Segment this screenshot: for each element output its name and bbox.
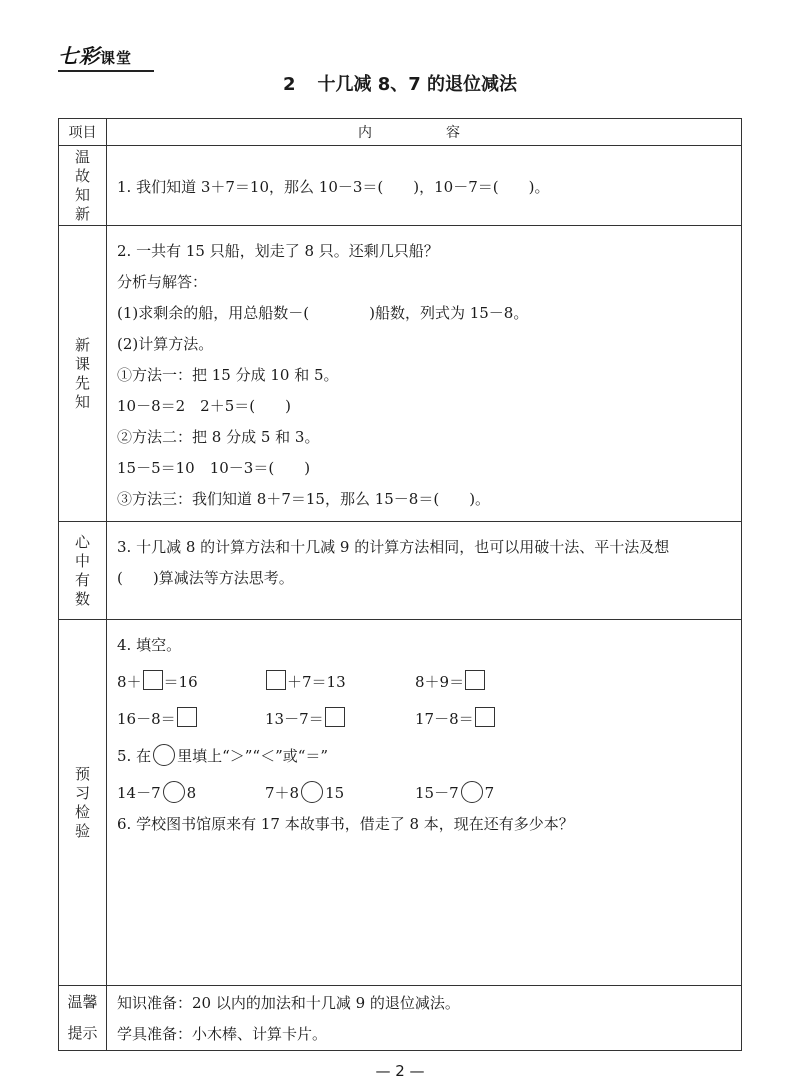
question-2: 2. 一共有 15 只船，划走了 8 只。还剩几只船？ [117,242,439,260]
fill-row-2 [117,704,731,735]
answer-box[interactable] [475,707,495,727]
header-content: 内 容 [107,119,742,146]
row-content-review [107,146,742,226]
label-char: 新 [74,204,90,223]
method-2-calc: 15－5＝10 10－3＝( ) [117,459,311,477]
circle-icon [153,744,175,766]
fill-row-1 [117,667,731,698]
fill-text: 8＋9＝ [415,673,465,691]
label-char: 验 [74,821,90,840]
fill-text: 13－7＝ [265,710,324,728]
row-content-preview [107,226,742,522]
question-5-title [117,741,731,772]
header-item: 项目 [59,119,107,146]
method-1-calc: 10－8＝2 2＋5＝( ) [117,397,291,415]
lesson-title: 十几减 8、7 的退位减法 [317,74,518,95]
label-char: 新 [74,335,90,354]
row-content-tips [107,986,742,1051]
answer-box[interactable] [325,707,345,727]
compare-item [117,778,265,809]
compare-item [415,778,563,809]
brand-logo [58,40,154,69]
fill-text: ＝16 [163,673,198,691]
compare-left: 15－7 [415,784,459,802]
question-6: 6. 学校图书馆原来有 17 本故事书，借走了 8 本，现在还有多少本？ [117,815,574,833]
compare-circle[interactable] [163,781,185,803]
row-label-key-points [59,522,107,620]
compare-left: 14－7 [117,784,161,802]
step-1: (1)求剩余的船，用总船数－( )船数，列式为 15－8。 [117,304,529,322]
label-char: 知 [74,185,90,204]
q5-text: 5. 在 [117,747,152,765]
question-3-line-1: 3. 十几减 8 的计算方法和十几减 9 的计算方法相同，也可以用破十法、平十法及想 [117,538,670,556]
table-row-preview [59,226,742,522]
answer-box[interactable] [177,707,197,727]
label-char: 中 [74,551,90,570]
lesson-table [58,118,742,1051]
label-char: 数 [74,589,90,608]
label-char: 知 [74,392,90,411]
brand-name: 七彩 [58,44,100,68]
compare-circle[interactable] [461,781,483,803]
fill-item [117,704,265,735]
table-header-row [59,119,742,146]
compare-right: 8 [186,784,197,802]
compare-row [117,778,731,809]
row-label-preview [59,226,107,522]
question-4-title: 4. 填空。 [117,636,182,654]
compare-left: 7＋8 [265,784,300,802]
row-content-practice [107,620,742,986]
question-1: 1. 我们知道 3＋7＝10，那么 10－3＝( )，10－7＝( )。 [117,178,550,196]
compare-item [265,778,415,809]
row-content-key-points [107,522,742,620]
fill-text: 16－8＝ [117,710,176,728]
compare-right: 7 [484,784,495,802]
label-char: 心 [74,532,90,551]
brand-sub: 课堂 [100,49,133,67]
table-row-review [59,146,742,226]
fill-text: ＋7＝13 [287,673,346,691]
analysis-heading: 分析与解答： [117,273,208,291]
question-3-line-2: ( )算减法等方法思考。 [117,569,294,587]
row-label-practice [59,620,107,986]
label-char: 温馨 [67,993,98,1011]
answer-box[interactable] [465,670,485,690]
compare-circle[interactable] [301,781,323,803]
table-row-tips [59,986,742,1051]
answer-box[interactable] [266,670,286,690]
label-char: 预 [74,764,90,783]
fill-item [265,667,415,698]
answer-box[interactable] [143,670,163,690]
label-char: 习 [74,783,90,802]
fill-text: 8＋ [117,673,142,691]
label-char: 检 [74,802,90,821]
step-2: (2)计算方法。 [117,335,214,353]
label-char: 课 [74,354,90,373]
fill-item [415,667,563,698]
table-row-key-points [59,522,742,620]
compare-right: 15 [325,784,345,802]
tip-knowledge: 知识准备：20 以内的加法和十几减 9 的退位减法。 [117,994,460,1012]
page-number: — 2 — [375,1062,425,1080]
page-title [0,70,800,96]
label-char: 有 [74,570,90,589]
fill-item [415,704,563,735]
lesson-number: 2 [282,74,296,95]
label-char: 故 [74,166,90,185]
row-label-review [59,146,107,226]
fill-text: 17－8＝ [415,710,474,728]
row-label-tips [59,986,107,1051]
table-row-practice [59,620,742,986]
label-char: 提示 [67,1024,98,1042]
method-2: ②方法二：把 8 分成 5 和 3。 [117,428,320,446]
method-3: ③方法三：我们知道 8＋7＝15，那么 15－8＝( )。 [117,490,491,508]
q5-text: 里填上“＞”“＜”或“＝” [177,747,329,765]
label-char: 温 [74,147,90,166]
label-char: 先 [74,373,90,392]
fill-item [265,704,415,735]
method-1: ①方法一：把 15 分成 10 和 5。 [117,366,339,384]
tip-tools: 学具准备：小木棒、计算卡片。 [117,1025,328,1043]
fill-item [117,667,265,698]
